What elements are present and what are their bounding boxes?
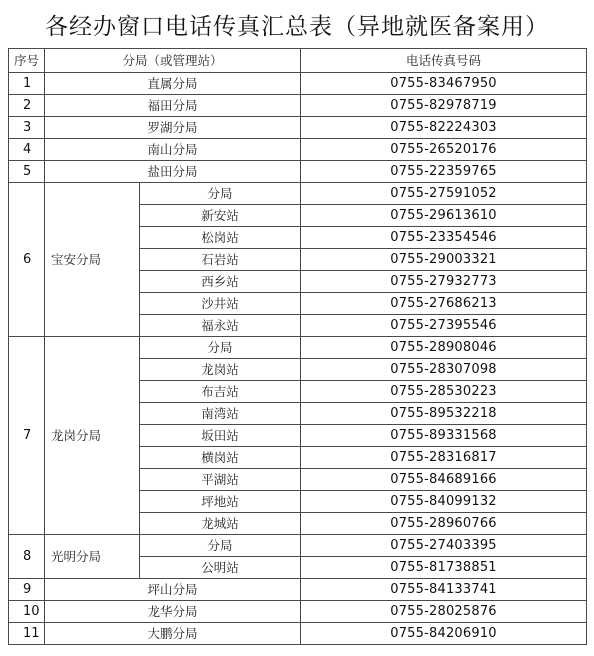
- branch-name: 光明分局: [45, 535, 140, 579]
- phone-number: 0755-28307098: [301, 359, 587, 381]
- header-phone: 电话传真号码: [301, 49, 587, 73]
- table-row: [9, 623, 587, 645]
- table-row: [9, 579, 587, 601]
- phone-number: 0755-27686213: [301, 293, 587, 315]
- station-name: 分局: [140, 535, 301, 557]
- phone-number: 0755-27591052: [301, 183, 587, 205]
- station-name: 分局: [140, 183, 301, 205]
- station-name: 龙城站: [140, 513, 301, 535]
- branch-name: 龙华分局: [45, 601, 301, 623]
- phone-number: 0755-29613610: [301, 205, 587, 227]
- station-name: 横岗站: [140, 447, 301, 469]
- phone-number: 0755-28530223: [301, 381, 587, 403]
- table-row: [9, 161, 587, 183]
- branch-name: 直属分局: [45, 73, 301, 95]
- table-row: [9, 139, 587, 161]
- branch-name: 宝安分局: [45, 183, 140, 337]
- station-name: 南湾站: [140, 403, 301, 425]
- table-row: [9, 117, 587, 139]
- station-name: 布吉站: [140, 381, 301, 403]
- phone-number: 0755-28960766: [301, 513, 587, 535]
- station-name: 西乡站: [140, 271, 301, 293]
- station-name: 龙岗站: [140, 359, 301, 381]
- page-title: 各经办窗口电话传真汇总表（异地就医备案用）: [45, 14, 549, 40]
- station-name: 分局: [140, 337, 301, 359]
- station-name: 公明站: [140, 557, 301, 579]
- phone-number: 0755-22359765: [301, 161, 587, 183]
- table-row: [9, 601, 587, 623]
- row-seq: 6: [9, 183, 45, 337]
- station-name: 新安站: [140, 205, 301, 227]
- table-row: [9, 535, 587, 557]
- branch-name: 大鹏分局: [45, 623, 301, 645]
- header-seq: 序号: [9, 49, 45, 73]
- station-name: 沙井站: [140, 293, 301, 315]
- row-seq: 10: [9, 601, 45, 623]
- phone-number: 0755-28025876: [301, 601, 587, 623]
- station-name: 福永站: [140, 315, 301, 337]
- phone-number: 0755-27395546: [301, 315, 587, 337]
- station-name: 坪地站: [140, 491, 301, 513]
- branch-name: 福田分局: [45, 95, 301, 117]
- phone-number: 0755-84133741: [301, 579, 587, 601]
- phone-number: 0755-84099132: [301, 491, 587, 513]
- row-seq: 1: [9, 73, 45, 95]
- branch-name: 南山分局: [45, 139, 301, 161]
- station-name: 松岗站: [140, 227, 301, 249]
- station-name: 坂田站: [140, 425, 301, 447]
- branch-name: 盐田分局: [45, 161, 301, 183]
- row-seq: 8: [9, 535, 45, 579]
- phone-number: 0755-83467950: [301, 73, 587, 95]
- table-row: [9, 337, 587, 359]
- branch-name: 罗湖分局: [45, 117, 301, 139]
- station-name: 平湖站: [140, 469, 301, 491]
- table-header-row: [9, 49, 587, 73]
- row-seq: 7: [9, 337, 45, 535]
- row-seq: 5: [9, 161, 45, 183]
- table-row: [9, 95, 587, 117]
- phone-number: 0755-28316817: [301, 447, 587, 469]
- row-seq: 9: [9, 579, 45, 601]
- contact-table: [8, 48, 587, 645]
- phone-number: 0755-82978719: [301, 95, 587, 117]
- row-seq: 2: [9, 95, 45, 117]
- phone-number: 0755-27403395: [301, 535, 587, 557]
- phone-number: 0755-82224303: [301, 117, 587, 139]
- branch-name: 龙岗分局: [45, 337, 140, 535]
- row-seq: 11: [9, 623, 45, 645]
- station-name: 石岩站: [140, 249, 301, 271]
- phone-number: 0755-84689166: [301, 469, 587, 491]
- row-seq: 3: [9, 117, 45, 139]
- table-row: [9, 73, 587, 95]
- row-seq: 4: [9, 139, 45, 161]
- phone-number: 0755-84206910: [301, 623, 587, 645]
- phone-number: 0755-81738851: [301, 557, 587, 579]
- phone-number: 0755-29003321: [301, 249, 587, 271]
- branch-name: 坪山分局: [45, 579, 301, 601]
- table-row: [9, 183, 587, 205]
- phone-number: 0755-89532218: [301, 403, 587, 425]
- header-branch: 分局（或管理站）: [45, 49, 301, 73]
- phone-number: 0755-28908046: [301, 337, 587, 359]
- phone-number: 0755-23354546: [301, 227, 587, 249]
- phone-number: 0755-26520176: [301, 139, 587, 161]
- table-body: [9, 49, 587, 645]
- phone-number: 0755-89331568: [301, 425, 587, 447]
- phone-number: 0755-27932773: [301, 271, 587, 293]
